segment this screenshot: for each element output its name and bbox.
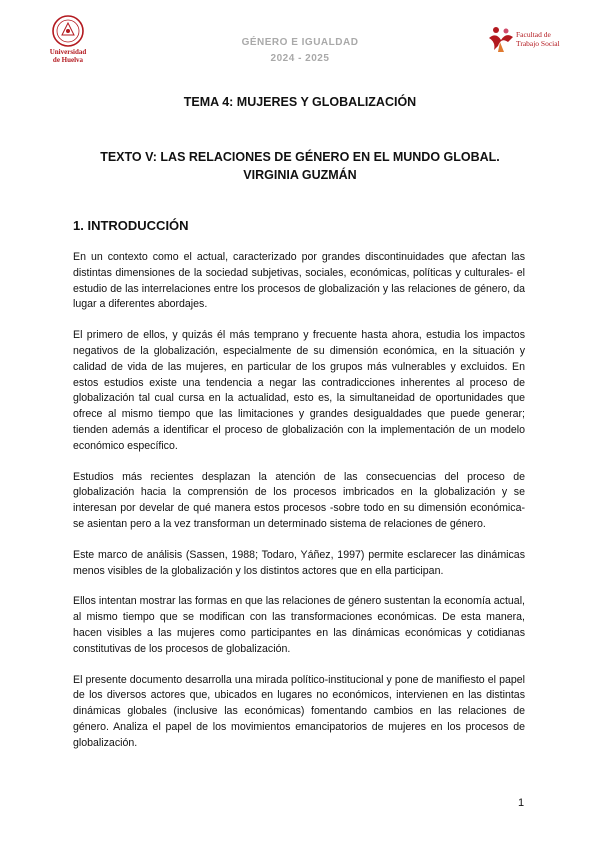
course-name: GÉNERO E IGUALDAD bbox=[241, 37, 359, 48]
paragraph: Estudios más recientes desplazan la atención de las consecuencias del proceso de globalización hacia la comprensión de los procesos imbricados en la globalización y se interesan por develar de qué manera estos procesos -sobre todo en su dimensión económica- se asientan pero a la vez transforman un determinado sistema de relaciones de género. bbox=[73, 470, 525, 530]
university-logo-line-1: Universidad bbox=[49, 48, 87, 56]
paragraph: El primero de ellos, y quizás él más temprano y frecuente hasta ahora, estudia los impactos negativos de la globalización, especialmente de su dimensión económica, en la situación y calidad de vida de las mujeres, en particular de los grupos más vulnerables y excluidos. En estos estudios existe una tendencia a negar las contradicciones inherentes al proceso de globalización tal cual cursa en la actualidad, esto es, la simultaneidad de oportunidades que ofrece al mismo tiempo que las limitaciones y grandes desigualdades que puede generar; tienden además a identificar el proceso de globalización con la implementación de un modelo económico específico. bbox=[73, 329, 525, 452]
text-title bbox=[0, 148, 600, 184]
paragraph: Este marco de análisis (Sassen, 1988; Todaro, Yáñez, 1997) permite esclarecer las dinámicas menos visibles de la globalización y los distintos actores que en ella participan. bbox=[73, 548, 525, 577]
page-number: 1 bbox=[518, 797, 525, 809]
university-logo-line-2: de Huelva bbox=[52, 56, 84, 64]
paragraph: Ellos intentan mostrar las formas en que las relaciones de género sustentan la economía actual, al mismo tiempo que se modifican con las transformaciones económicas. De esta manera, hacen visibles a las mujeres como participantes en las dinámicas económicas y cotidianas constitutivas de los procesos de globalización. bbox=[73, 595, 525, 655]
faculty-logo-text bbox=[516, 30, 578, 48]
paragraph: El presente documento desarrolla una mirada político-institucional y pone de manifiesto el papel de los diversos actores que, ubicados en lugares no económicos, intervienen en las distintas dinámicas globales (inclusive las económicas) fomentando cambios en las relaciones de género. Analiza el papel de los movimientos emancipatorios de mujeres en los procesos de globalización. bbox=[73, 673, 525, 749]
faculty-logo bbox=[486, 24, 576, 54]
text-title-line-1: TEXTO V: LAS RELACIONES DE GÉNERO EN EL MUNDO GLOBAL. bbox=[100, 150, 500, 164]
faculty-logo-line-2: Trabajo Social bbox=[516, 39, 560, 48]
paragraph: En un contexto como el actual, caracterizado por grandes discontinuidades que afectan las distintas dimensiones de la sociedad subjetivas, sociales, económicas, políticas y culturales- el estudio de las interrelaciones entre los procesos de globalización y las relaciones de género, da lugar a diferentes abordajes. bbox=[73, 251, 525, 311]
unit-title: TEMA 4: MUJERES Y GLOBALIZACIÓN bbox=[183, 95, 417, 109]
faculty-logo-line-1: Facultad de bbox=[516, 30, 551, 39]
text-title-line-2: VIRGINIA GUZMÁN bbox=[243, 168, 357, 182]
body-text bbox=[73, 250, 525, 767]
academic-year: 2024 - 2025 bbox=[270, 53, 330, 64]
section-heading: 1. INTRODUCCIÓN bbox=[73, 218, 189, 233]
faculty-figure-icon bbox=[486, 24, 516, 54]
